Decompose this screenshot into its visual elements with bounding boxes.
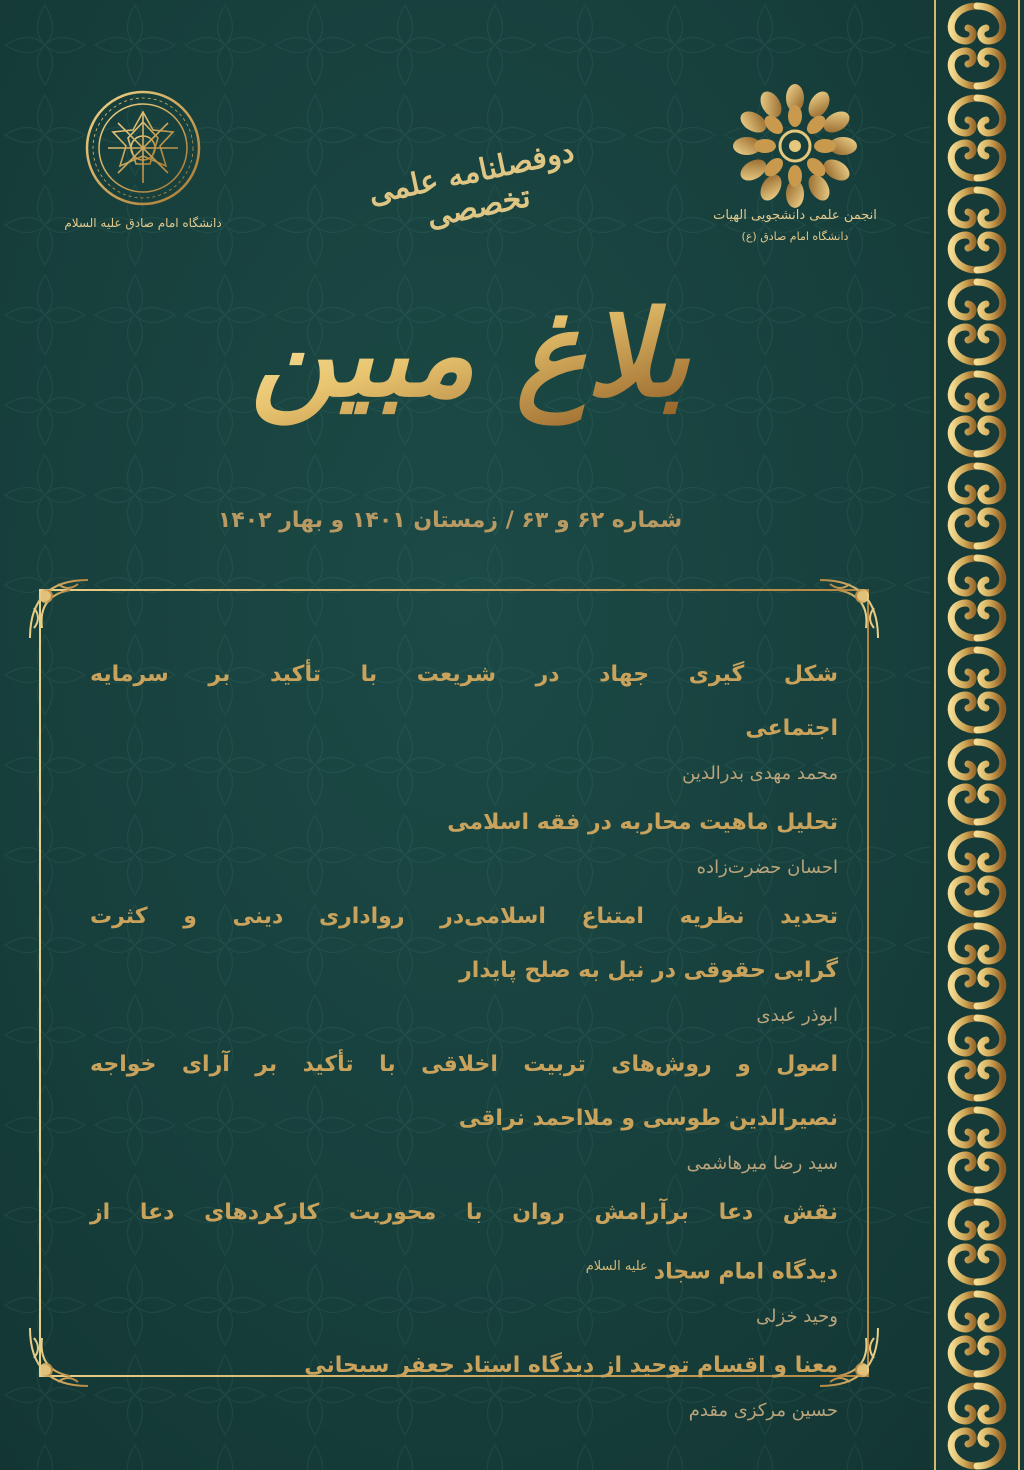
article-title: تحدید نظریه امتناع اسلامی‌در رواداری دینی و کثرت (90, 904, 838, 929)
article-title: اجتماعی (745, 716, 838, 741)
article-title: شکل گیری جهاد در شریعت با تأکید بر سرمایه (90, 662, 838, 687)
decorative-border-strip (930, 0, 1024, 1470)
article-title: اصول و روش‌های تربیت اخلاقی با تأکید بر آرای خواجه (90, 1052, 838, 1077)
article-author: وحید خزلی (756, 1306, 838, 1328)
journal-subtitle: دوفصلنامه علمی تخصصی (365, 134, 578, 236)
article-title: نقش دعا برآرامش روان با محوریت کارکردهای دعا از (90, 1200, 838, 1225)
journal-title-calligraphy (240, 215, 700, 465)
article-author: سید رضا میرهاشمی (686, 1153, 838, 1174)
article-author: محمد مهدی بدرالدین (682, 763, 838, 784)
right-logo-caption-line1: انجمن علمی دانشجویی الهیات (713, 208, 877, 223)
article-author: احسان حضرت‌زاده (696, 857, 838, 878)
article-author: ابوذر عبدی (756, 1005, 838, 1026)
article-title: گرایی حقوقی در نیل به صلح پایدار (459, 958, 838, 983)
article-title: معنا و اقسام توحید از دیدگاه استاد جعفر سبحانی (304, 1353, 838, 1379)
article-author: حسین مرکزی مقدم (688, 1400, 838, 1422)
right-logo-caption-line2: دانشگاه امام صادق (ع) (741, 230, 849, 243)
table-of-contents (90, 648, 838, 1433)
honorific-suffix: علیه السلام (585, 1259, 648, 1274)
arabesque-border-pattern (930, 0, 1024, 1470)
issue-line: شماره ۶۲ و ۶۳ / زمستان ۱۴۰۱ و بهار ۱۴۰۲ (217, 508, 683, 533)
article-title-text: دیدگاه امام سجاد (653, 1259, 838, 1285)
journal-title-text: بلاغ مبین (250, 284, 690, 423)
article-title-with-honorific (90, 1240, 838, 1299)
article-title: نصیرالدین طوسی و ملااحمد نراقی (458, 1106, 838, 1131)
left-logo-caption: دانشگاه امام صادق علیه السلام (64, 216, 222, 230)
article-title: تحلیل ماهیت محاربه در فقه اسلامی (447, 810, 838, 835)
